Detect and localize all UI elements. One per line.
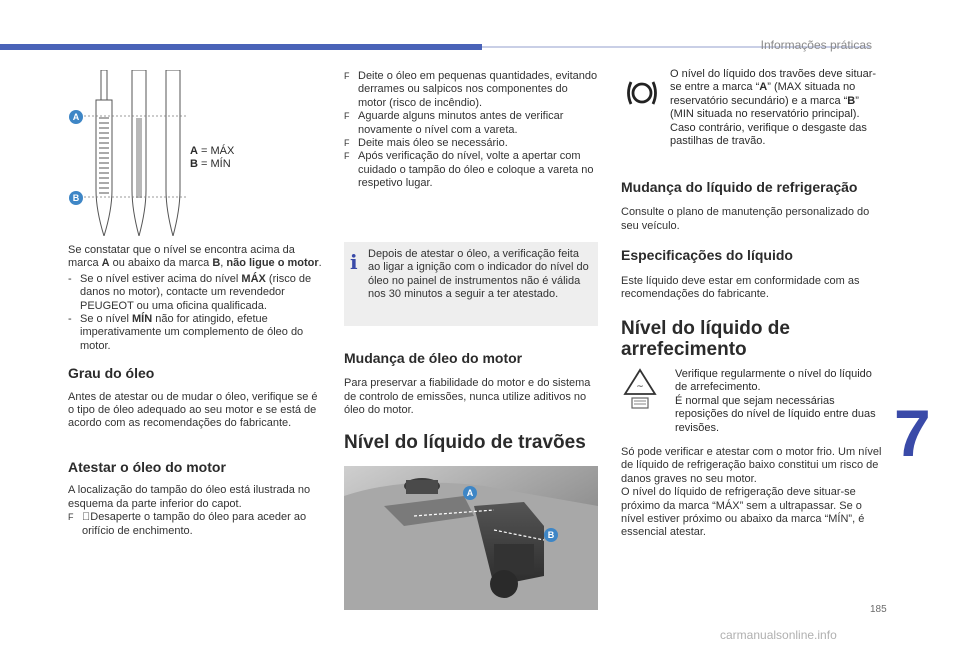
column-1 <box>68 244 324 539</box>
oil-level-list <box>68 273 324 353</box>
coolant-level-text: Só pode verificar e atestar com o motor frio. Um nível de líquido de refrigeração baixo constitui um risco de danos graves no seu motor. O nível do líquido de refrigeração deve situar-se próximo da marca “MÁX” sem a ultrapassar. Se o nível estiver próximo ou abaixo da marca “MÍN”, é essencial atestar. <box>621 446 882 539</box>
paragraph: Este líquido deve estar em conformidade com as recomendações do fabricante. <box>621 274 860 301</box>
heading-mudanca-refrigeracao: Mudança do líquido de refrigeração <box>621 179 858 195</box>
list-item: - Se o nível estiver acima do nível MÁX (risco de danos no motor), contacte um revendedor PEUGEOT ou uma oficina qualificada. <box>68 272 312 312</box>
list-item: F Deite o óleo em pequenas quantidades, evitando derrames ou salpicos nos componentes do motor (risco de incêndio). <box>344 70 598 109</box>
gauge-label-b: B <box>69 191 83 205</box>
heading-liquido-travoes: Nível do líquido de travões <box>344 432 586 453</box>
photo-label-a: A <box>463 486 477 500</box>
paragraph: Para preservar a fiabilidade do motor e do sistema de controlo de emissões, nunca utilize aditivos no óleo do motor. <box>344 377 591 417</box>
brake-fluid-text: O nível do líquido dos travões deve situar-se entre a marca “A” (MAX situada no reservatório secundário) e a marca “B” (MIN situada no reservatório principal). Caso contrário, verifique o desgaste das pastilhas de travão. <box>670 68 877 148</box>
chapter-number: 7 <box>894 396 931 470</box>
paragraph: Consulte o plano de manutenção personalizado do seu veículo. <box>621 206 870 232</box>
svg-text:~: ~ <box>636 382 644 392</box>
info-icon: i <box>350 250 358 274</box>
heading-mudanca-oleo: Mudança de óleo do motor <box>344 350 523 366</box>
list-item: - Se o nível MÍN não for atingido, efetue imperativamente um complemento de óleo do motor. <box>68 313 304 352</box>
bullet-list <box>68 511 324 538</box>
section-title: Informações práticas <box>760 38 872 52</box>
info-text: Depois de atestar o óleo, a verificação feita ao ligar a ignição com o indicador do nível do óleo no painel de instrumentos não é válida nos 30 minutos a seguir a ter atestado. <box>368 248 589 301</box>
watermark: carmanualsonline.info <box>720 628 837 642</box>
heading-liquido-arrefecimento: Nível do líquido de arrefecimento <box>621 318 790 360</box>
coolant-icon-text: Verifique regularmente o nível do líquido de arrefecimento. É normal que sejam necessárias reposições do nível de líquido entre duas revisões. <box>675 368 876 434</box>
list-item: F Deite mais óleo se necessário. <box>344 137 508 150</box>
oil-change-section <box>344 352 598 424</box>
gauge-legend: A = MÁX B = MÍN <box>190 145 235 170</box>
oil-level-warning: Se constatar que o nível se encontra acima da marca A ou abaixo da marca B, não ligue o motor. <box>68 244 322 270</box>
coolant-change-section <box>621 181 883 307</box>
gauge-label-a: A <box>69 110 83 124</box>
heading-atestar-oleo: Atestar o óleo do motor <box>68 458 226 475</box>
column-2 <box>344 70 598 191</box>
list-item: F Após verificação do nível, volte a apertar com cuidado o tampão do óleo e coloque a vareta no respetivo lugar. <box>344 150 594 190</box>
coolant-warning-icon <box>623 368 657 410</box>
oil-fill-steps <box>344 70 598 191</box>
heading-especificacoes: Especificações do líquido <box>621 247 793 264</box>
header-bar <box>0 44 482 50</box>
paragraph: A localização do tampão do óleo está ilustrada no esquema da parte inferior do capot. <box>68 484 311 510</box>
page-number: 185 <box>870 604 887 615</box>
heading-grau-oleo: Grau do óleo <box>68 365 155 382</box>
paragraph: Antes de atestar ou de mudar o óleo, verifique se é o tipo de óleo adequado ao seu motor e se está de acordo com as recomendações do fabricante. <box>68 390 318 430</box>
list-item: F Desaperte o tampão do óleo para aceder ao orifício de enchimento. <box>68 511 307 537</box>
info-box <box>344 242 598 326</box>
list-item: F Aguarde alguns minutos antes de verificar novamente o nível com a vareta. <box>344 110 564 136</box>
brake-warning-icon <box>625 78 659 108</box>
dipstick-illustration <box>80 70 190 236</box>
brake-reservoir-photo <box>344 466 598 610</box>
photo-label-b: B <box>544 528 558 542</box>
